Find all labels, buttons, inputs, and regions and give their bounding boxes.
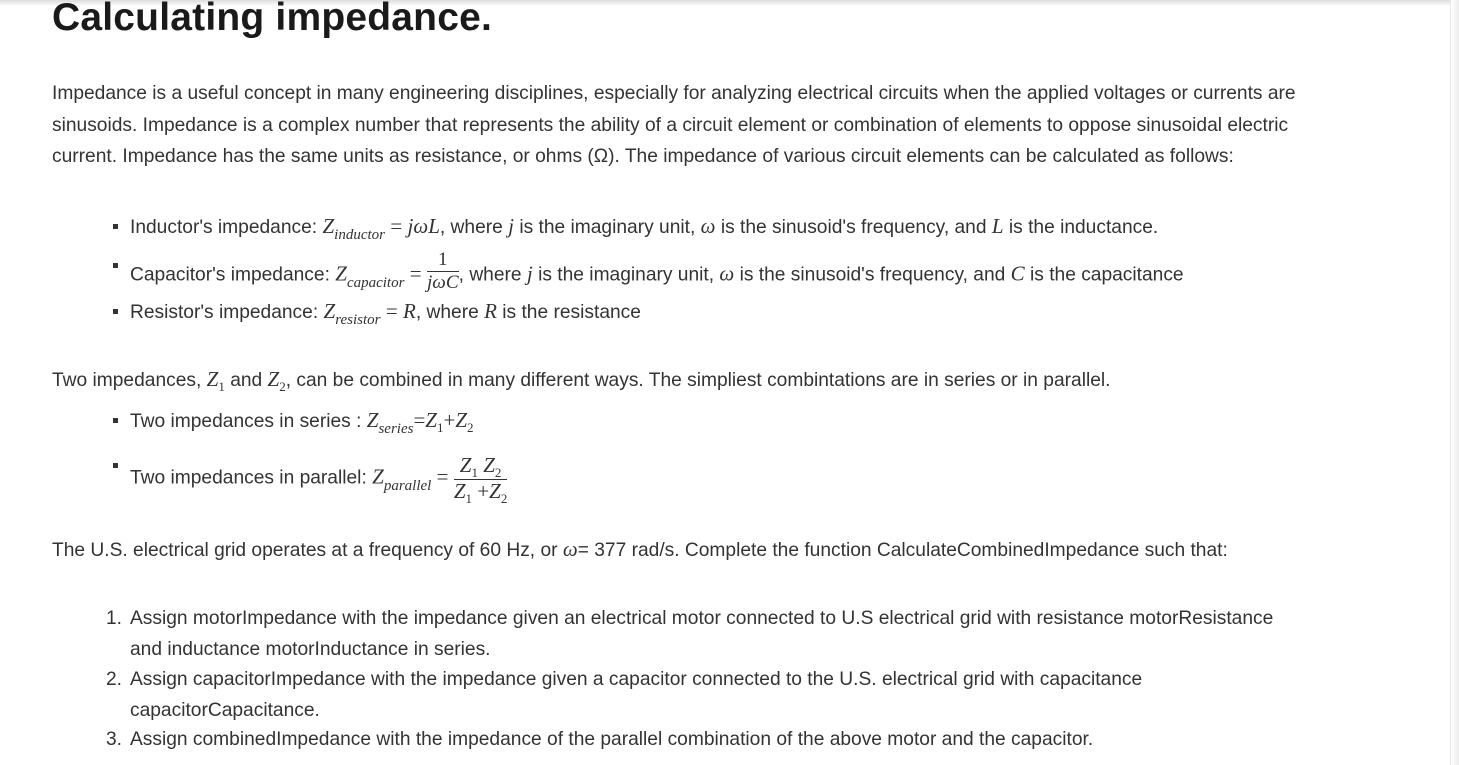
combination-paragraph: Two impedances, $Z_1$ and $Z_2$, can be combined in many different ways. The simpliest combintations are in series or in parallel. bbox=[52, 367, 1111, 394]
intro-paragraph: Impedance is a useful concept in many engineering disciplines, especially for analyzing electrical circuits when the applied voltages or currents are sinusoids. Impedance is a complex number that represents the ability of a circuit element or combination of elements to oppose sinusoidal electric current. Impedance has the same units as resistance, or ohms (Ω). The impedance of various circuit elements can be calculated as follows: bbox=[52, 83, 1296, 168]
step-item: 3. Assign combinedImpedance with the impedance of the parallel combination of the above motor and the capacitor. bbox=[106, 729, 1094, 750]
list-item-capacitor: Capacitor's impedance: $Z_{capacitor}$ = $\frac{1}{\text{jωC}}$ , where j is the imaginary unit, ω is the sinusoid's frequency, and C is the capacitance bbox=[130, 253, 1184, 298]
scrollbar-track[interactable] bbox=[1450, 0, 1459, 765]
list-item-resistor: Resistor's impedance: $Z_{resistor} = R$, where R is the resistance bbox=[130, 299, 641, 328]
step-item: 1. Assign motorImpedance with the impedance given an electrical motor connected to U.S electrical grid with resistance motorResistance and inductance motorInductance in series. bbox=[106, 608, 1274, 660]
capacitor-fraction: $\frac{1}{\text{jωC}}$ bbox=[426, 249, 459, 293]
grid-paragraph: The U.S. electrical grid operates at a frequency of 60 Hz, or ω= 377 rad/s. Complete the function CalculateCombinedImpedance such that: bbox=[52, 537, 1228, 561]
step-item: 2. Assign capacitorImpedance with the impedance given a capacitor connected to the U.S. electrical grid with capacitance capacitorCapacitance. bbox=[106, 669, 1143, 721]
problem-content bbox=[52, 0, 1352, 750]
parallel-fraction: $\frac{Z_1 Z_2}{Z_1 +Z_2}$ bbox=[453, 453, 508, 506]
list-item-series: Two impedances in series : $Z_{series}=Z_1+Z_2$ bbox=[130, 408, 474, 437]
list-item-parallel: Two impedances in parallel: $Z_{parallel}$ = $\frac{Z_1 Z_2}{Z_1 +Z_2}$ bbox=[130, 453, 508, 506]
page-title: Calculating impedance. bbox=[52, 0, 493, 39]
list-item-inductor: Inductor's impedance: $Z_{inductor} = j\omega L$, where j is the imaginary unit, ω is the sinusoid's frequency, and L is the inductance. bbox=[130, 214, 1159, 243]
